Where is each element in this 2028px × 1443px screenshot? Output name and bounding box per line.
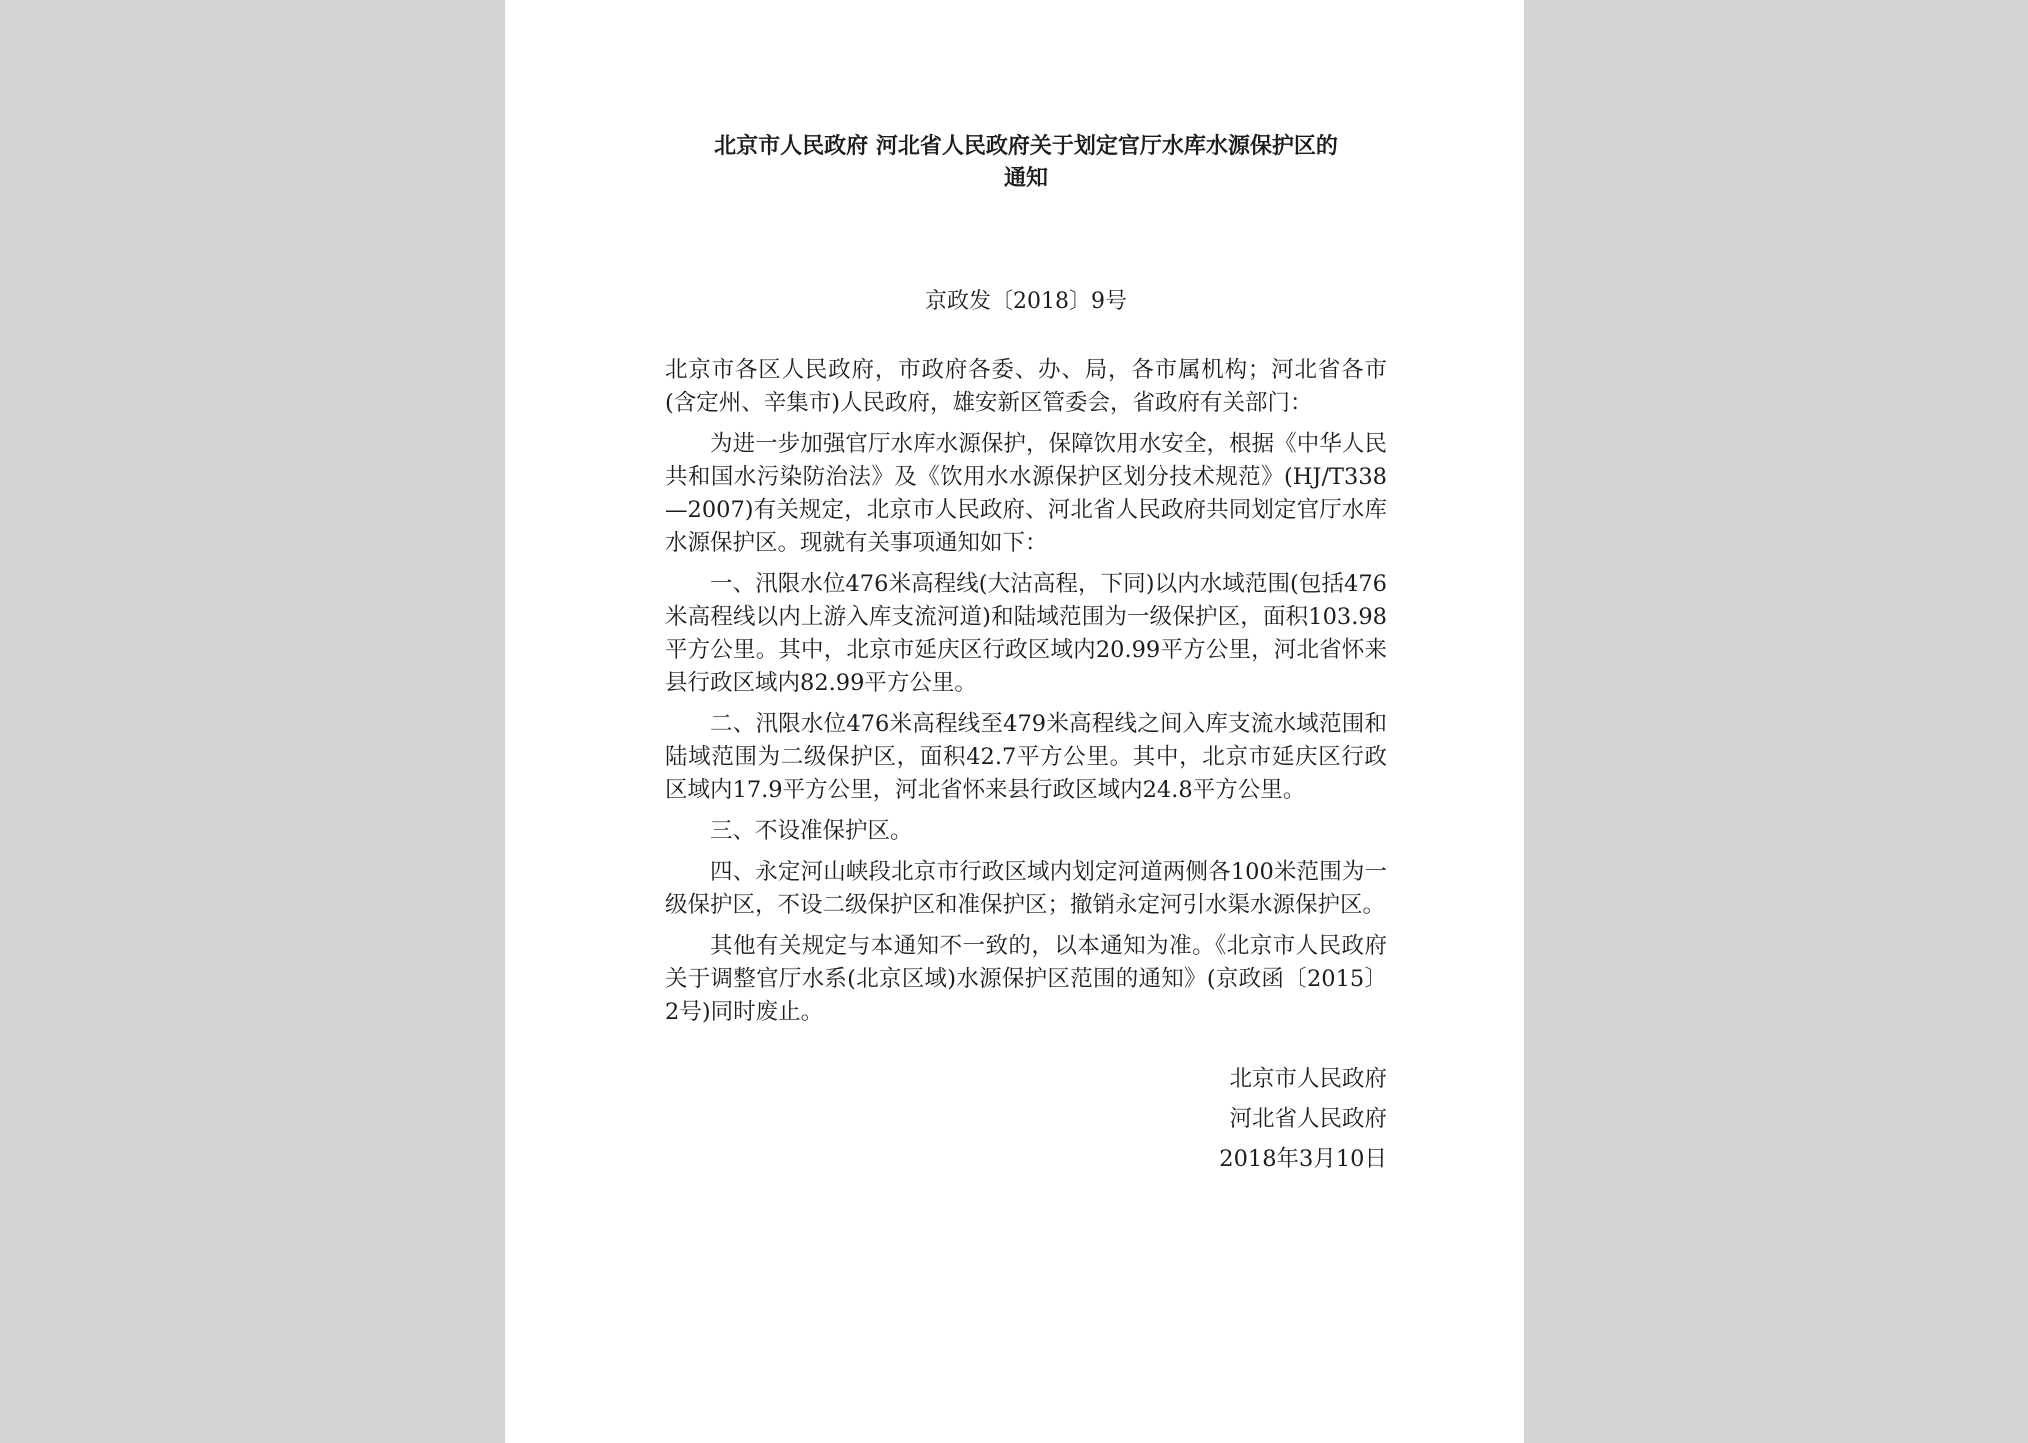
title-line-1: 北京市人民政府 河北省人民政府关于划定官厅水库水源保护区的 — [714, 133, 1338, 159]
title-line-2: 通知 — [1003, 165, 1048, 191]
signature-date: 2018年3月10日 — [1219, 1146, 1387, 1172]
document-number: 京政发〔2018〕9号 — [925, 289, 1127, 314]
paragraph-item-1: 一、汛限水位476米高程线(大沽高程，下同)以内水域范围(包括476米高程线以内上游入库支流河道)和陆域范围为一级保护区，面积103.98平方公里。其中，北京市延庆区行政区域内20.99平方公里，河北省怀来县行政区域内82.99平方公里。 — [665, 571, 1387, 696]
paragraph-intro: 为进一步加强官厅水库水源保护，保障饮用水安全，根据《中华人民共和国水污染防治法》及《饮用水水源保护区划分技术规范》(HJ/T338—2007)有关规定，北京市人民政府、河北省人民政府共同划定官厅水库水源保护区。现就有关事项通知如下： — [665, 431, 1387, 556]
document-body — [665, 354, 1387, 1029]
paragraph-item-4: 四、永定河山峡段北京市行政区域内划定河道两侧各100米范围为一级保护区，不设二级保护区和准保护区；撤销永定河引水渠水源保护区。 — [665, 859, 1387, 918]
signature-hebei: 河北省人民政府 — [1229, 1106, 1387, 1132]
signature-block — [665, 1059, 1387, 1179]
paragraph-item-2: 二、汛限水位476米高程线至479米高程线之间入库支流水域范围和陆域范围为二级保护区，面积42.7平方公里。其中，北京市延庆区行政区域内17.9平方公里，河北省怀来县行政区域内24.8平方公里。 — [665, 711, 1387, 803]
paragraph-closing: 其他有关规定与本通知不一致的，以本通知为准。《北京市人民政府关于调整官厅水系(北京区域)水源保护区范围的通知》(京政函〔2015〕2号)同时废止。 — [665, 933, 1387, 1025]
document-content — [665, 130, 1387, 1179]
document-page — [505, 0, 1524, 1443]
document-title — [665, 130, 1387, 194]
addressee: 北京市各区人民政府，市政府各委、办、局，各市属机构；河北省各市(含定州、辛集市)人民政府，雄安新区管委会，省政府有关部门： — [665, 357, 1387, 416]
paragraph-item-3: 三、不设准保护区。 — [710, 818, 913, 844]
signature-beijing: 北京市人民政府 — [1229, 1066, 1387, 1092]
